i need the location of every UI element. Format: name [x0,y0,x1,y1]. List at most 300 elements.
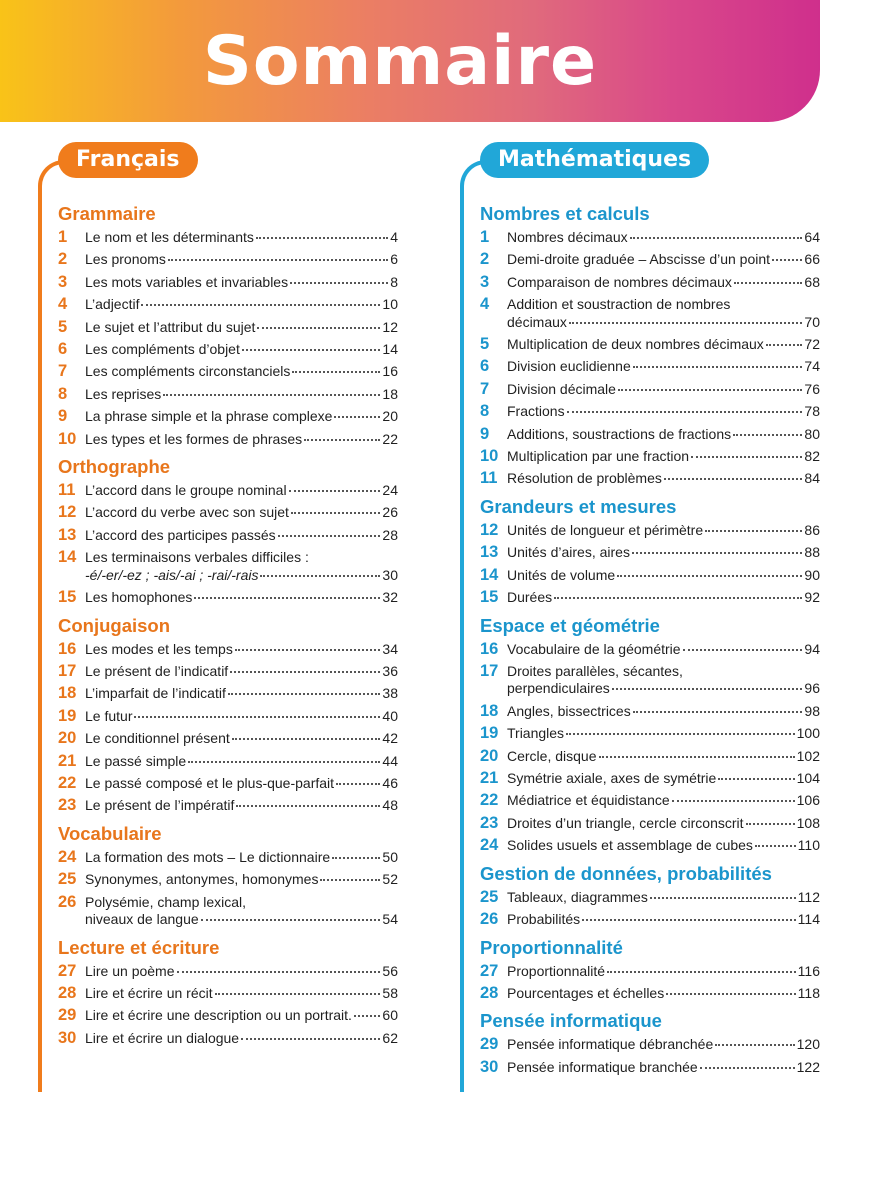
chapter-number: 26 [480,910,499,929]
toc-entry[interactable] [58,251,398,269]
entry-body [85,589,398,607]
chapter-number: 10 [480,447,499,466]
toc-entry[interactable] [58,894,398,929]
entry-line [507,251,820,269]
toc-entry[interactable] [58,1007,398,1025]
page-number: 76 [804,380,820,397]
page-number: 94 [804,640,820,657]
entry-body [85,963,398,981]
page-number: 18 [382,385,398,402]
entry-line [507,911,820,929]
toc-entry[interactable] [480,544,820,562]
toc-entry[interactable] [480,296,820,331]
chapter-number: 7 [480,379,490,398]
chapter-title: Pensée informatique débranchée [507,1036,714,1053]
entry-body [85,753,398,771]
toc-entry[interactable] [58,708,398,726]
entry-body [85,431,398,449]
chapter-number: 2 [58,250,68,269]
entry-line [85,274,398,292]
entry-line [507,403,820,421]
dot-leader [734,282,803,284]
chapter-number: 22 [480,791,499,810]
dot-leader [666,993,795,995]
dot-leader [672,800,795,802]
section-list [480,195,820,1081]
entry-body [85,775,398,793]
dot-leader [650,897,796,899]
entry-body [507,725,820,743]
entry-body [507,403,820,421]
section-title: Lecture et écriture [58,936,220,958]
chapter-number: 22 [58,773,77,792]
entry-body [507,470,820,488]
dot-leader [332,857,380,859]
toc-entry[interactable] [480,358,820,376]
toc-entry[interactable] [58,386,398,404]
entry-line [85,504,398,522]
entry-body [507,703,820,721]
toc-entry[interactable] [58,685,398,703]
chapter-title: La formation des mots – Le dictionnaire [85,848,331,865]
dot-leader [633,366,803,368]
page-number: 84 [804,470,820,487]
dot-leader [755,845,796,847]
chapter-number: 30 [58,1028,77,1047]
entry-line [85,1007,398,1025]
page-number: 100 [796,725,820,742]
entry-body [85,1007,398,1025]
toc-entry[interactable] [480,589,820,607]
chapter-title: Droites parallèles, sécantes, [507,662,683,679]
chapter-number: 13 [480,543,499,562]
chapter-number: 27 [58,961,77,980]
dot-leader [235,649,381,651]
dot-leader [292,371,380,373]
section-title: Grandeurs et mesures [480,495,677,517]
page-number: 60 [382,1007,398,1024]
section-title: Pensée informatique [480,1010,662,1032]
entry-body [507,567,820,585]
chapter-number: 6 [480,357,490,376]
chapter-title: -é/-er/-ez ; -ais/-ai ; -rai/-rais [85,566,259,583]
page-number: 98 [804,702,820,719]
entry-line [85,482,398,500]
chapter-number: 3 [58,272,68,291]
entry-body [85,504,398,522]
chapter-title: Tableaux, diagrammes [507,888,648,905]
entry-line [85,775,398,793]
dot-leader [612,688,803,690]
entry-line [507,815,820,833]
toc-section [480,615,820,855]
page-number: 70 [804,313,820,330]
page-number: 58 [382,984,398,1001]
chapter-title: Les compléments d’objet [85,340,240,357]
toc-entry[interactable] [480,274,820,292]
chapter-number: 17 [58,661,77,680]
toc-entry[interactable] [480,725,820,743]
chapter-title: Médiatrice et équidistance [507,792,670,809]
toc-entry[interactable] [480,251,820,269]
entry-body [507,837,820,855]
toc-entry[interactable] [58,319,398,337]
toc-entry[interactable] [480,567,820,585]
chapter-number: 12 [58,503,77,522]
page-number: 108 [796,814,820,831]
entry-body [507,815,820,833]
toc-entry[interactable] [58,985,398,1003]
entry-line [85,567,398,585]
entry-body [85,894,398,929]
entry-body [85,229,398,247]
toc-entry[interactable] [480,792,820,810]
toc-section [480,937,820,1003]
entry-body [85,341,398,359]
toc-entry[interactable] [480,522,820,540]
entry-line [85,911,398,929]
toc-entry[interactable] [480,1036,820,1054]
toc-entry[interactable] [480,985,820,1003]
toc-entry[interactable] [58,753,398,771]
chapter-number: 24 [480,836,499,855]
entry-line [85,894,398,912]
entry-body [507,522,820,540]
chapter-number: 28 [58,983,77,1002]
chapter-title: Le sujet et l’attribut du sujet [85,318,256,335]
chapter-title: Nombres décimaux [507,229,628,245]
chapter-number: 17 [480,661,499,680]
page-number: 36 [382,662,398,679]
page-number: 16 [382,363,398,380]
toc-entry[interactable] [58,963,398,981]
toc-entry[interactable] [480,229,820,247]
chapter-number: 23 [480,813,499,832]
chapter-number: 8 [480,402,490,421]
dot-leader [201,919,381,921]
dot-leader [705,530,802,532]
toc-entry[interactable] [58,229,398,247]
page-number: 92 [804,589,820,606]
dot-leader [683,649,803,651]
dot-leader [188,761,380,763]
chapter-title: Les pronoms [85,251,166,268]
entry-line [507,963,820,981]
page-number: 56 [382,962,398,979]
toc-entry[interactable] [58,549,398,584]
entry-line [507,426,820,444]
chapter-number: 14 [58,548,77,567]
section-title: Gestion de données, probabilités [480,862,772,884]
toc-entry[interactable] [480,470,820,488]
page-number: 66 [804,251,820,268]
dot-leader [700,1067,795,1069]
entry-body [85,274,398,292]
toc-entry[interactable] [58,849,398,867]
toc-entry[interactable] [58,482,398,500]
entry-body [507,663,820,698]
page-number: 40 [382,707,398,724]
dot-leader [746,823,795,825]
page-number: 22 [382,430,398,447]
dot-leader [215,993,381,995]
chapter-title: Unités de volume [507,566,616,583]
dot-leader [334,416,380,418]
entry-line [507,1059,820,1077]
entry-body [507,1036,820,1054]
toc-entry[interactable] [58,527,398,545]
chapter-title: Le passé composé et le plus-que-parfait [85,774,335,791]
chapter-number: 9 [480,424,490,443]
toc-entry[interactable] [480,663,820,698]
dot-leader [632,552,802,554]
entry-body [507,251,820,269]
dot-leader [582,919,796,921]
toc-section [58,937,398,1048]
dot-leader [718,778,794,780]
toc-entry[interactable] [480,1059,820,1077]
entry-body [507,448,820,466]
entry-line [507,1036,820,1054]
page-number: 26 [382,504,398,521]
entry-line [85,386,398,404]
dot-leader [134,716,380,718]
chapter-title: Cercle, disque [507,747,597,764]
chapter-title: Polysémie, champ lexical, [85,893,247,910]
page-number: 34 [382,640,398,657]
entry-line [507,680,820,698]
toc-entry[interactable] [58,363,398,381]
chapter-title: Fractions [507,403,565,420]
entry-line [85,849,398,867]
entry-body [85,708,398,726]
entry-body [85,849,398,867]
toc-entry[interactable] [58,274,398,292]
entry-body [85,730,398,748]
page-number: 48 [382,797,398,814]
entry-line [85,229,398,247]
page-number: 52 [382,871,398,888]
chapter-title: Le présent de l’indicatif [85,662,229,679]
toc-section [58,823,398,929]
toc-entry[interactable] [58,296,398,314]
toc-entry[interactable] [480,770,820,788]
toc-entry[interactable] [480,815,820,833]
toc-entry[interactable] [58,589,398,607]
page-number: 10 [382,296,398,313]
chapter-number: 5 [480,335,490,354]
page-number: 30 [382,566,398,583]
chapter-title: L’imparfait de l’indicatif [85,685,226,702]
section-title: Proportionnalité [480,936,623,958]
entry-line [85,589,398,607]
chapter-title: niveaux de langue [85,911,199,928]
toc-entry[interactable] [58,730,398,748]
chapter-title: Les reprises [85,385,162,402]
chapter-title: Symétrie axiale, axes de symétrie [507,770,717,787]
toc-entry[interactable] [58,408,398,426]
entry-line [85,527,398,545]
dot-leader [630,237,803,239]
entry-line [85,363,398,381]
toc-entry[interactable] [480,381,820,399]
chapter-title: Pourcentages et échelles [507,984,665,1001]
chapter-number: 25 [480,887,499,906]
toc-entry[interactable] [480,641,820,659]
page-number: 68 [804,273,820,290]
dot-leader [618,389,802,391]
page-number: 42 [382,730,398,747]
entry-line [85,871,398,889]
toc-entry[interactable] [480,336,820,354]
entry-line [507,985,820,1003]
chapter-title: Addition et soustraction de nombres [507,296,731,313]
chapter-title: La phrase simple et la phrase complexe [85,408,333,425]
chapter-number: 1 [480,228,490,246]
chapter-title: Pensée informatique branchée [507,1058,698,1075]
chapter-number: 23 [58,796,77,815]
chapter-number: 21 [58,751,77,770]
page-number: 88 [804,544,820,561]
dot-leader [733,434,802,436]
chapter-number: 19 [58,706,77,725]
chapter-title: Probabilités [507,911,581,928]
entry-body [507,911,820,929]
dot-leader [320,879,380,881]
entry-line [85,753,398,771]
entry-line [507,522,820,540]
entry-line [507,229,820,247]
toc-entry[interactable] [480,963,820,981]
dot-leader [715,1044,794,1046]
toc-entry[interactable] [58,431,398,449]
chapter-title: Multiplication de deux nombres décimaux [507,336,764,353]
toc-entry[interactable] [58,641,398,659]
dot-leader [617,575,802,577]
chapter-number: 13 [58,525,77,544]
page-number: 104 [796,770,820,787]
chapter-title: Unités de longueur et périmètre [507,521,704,538]
chapter-number: 28 [480,983,499,1002]
toc-entry[interactable] [58,341,398,359]
chapter-title: Le nom et les déterminants [85,229,254,245]
chapter-title: perpendiculaires [507,680,610,697]
entry-line [507,296,820,314]
page-number: 44 [382,752,398,769]
page-number: 14 [382,340,398,357]
chapter-title: Le conditionnel présent [85,730,230,747]
entry-line [507,567,820,585]
toc-entry[interactable] [58,1030,398,1048]
entry-line [85,641,398,659]
chapter-number: 29 [58,1006,77,1025]
page-number: 46 [382,774,398,791]
toc-entry[interactable] [480,448,820,466]
toc-entry[interactable] [58,663,398,681]
chapter-number: 1 [58,228,68,246]
chapter-number: 30 [480,1057,499,1076]
page-number: 32 [382,589,398,606]
entry-line [85,296,398,314]
entry-body [507,985,820,1003]
dot-leader [241,1038,380,1040]
dot-leader [242,349,381,351]
toc-entry[interactable] [480,837,820,855]
entry-body [507,889,820,907]
entry-body [507,589,820,607]
toc-entry[interactable] [480,911,820,929]
entry-line [85,985,398,1003]
toc-entry[interactable] [58,504,398,522]
toc-entry[interactable] [58,797,398,815]
entry-body [507,274,820,292]
toc-entry[interactable] [480,403,820,421]
toc-entry[interactable] [480,748,820,766]
page-number: 12 [382,318,398,335]
chapter-number: 29 [480,1035,499,1054]
chapter-number: 27 [480,961,499,980]
entry-body [85,663,398,681]
entry-line [507,663,820,681]
chapter-title: L’accord des participes passés [85,526,276,543]
entry-line [85,319,398,337]
chapter-number: 26 [58,892,77,911]
entry-body [85,1030,398,1048]
chapter-number: 16 [58,639,77,658]
toc-entry[interactable] [58,775,398,793]
toc-section [480,1010,820,1076]
entry-line [507,448,820,466]
page-number: 4 [390,229,398,245]
section-title: Grammaire [58,203,156,224]
entry-body [507,381,820,399]
page-number: 78 [804,403,820,420]
page-number: 102 [796,747,820,764]
dot-leader [569,322,803,324]
entry-line [507,748,820,766]
entry-body [507,544,820,562]
entry-line [507,792,820,810]
entry-body [85,797,398,815]
entry-body [507,641,820,659]
page-number: 20 [382,408,398,425]
entry-line [507,544,820,562]
dot-leader [168,259,388,261]
dot-leader [554,597,802,599]
entry-line [507,703,820,721]
section-title: Nombres et calculs [480,203,650,224]
toc-entry[interactable] [480,703,820,721]
entry-line [507,725,820,743]
dot-leader [257,327,380,329]
entry-line [85,797,398,815]
entry-body [85,985,398,1003]
entry-line [85,685,398,703]
dot-leader [633,711,803,713]
page-number: 54 [382,911,398,928]
dot-leader [228,693,381,695]
toc-entry[interactable] [480,889,820,907]
chapter-title: Additions, soustractions de fractions [507,425,732,442]
dot-leader [664,478,803,480]
entry-line [85,1030,398,1048]
entry-body [85,641,398,659]
dot-leader [772,259,802,261]
entry-line [507,358,820,376]
toc-entry[interactable] [58,871,398,889]
toc-entry[interactable] [480,426,820,444]
dot-leader [290,282,388,284]
